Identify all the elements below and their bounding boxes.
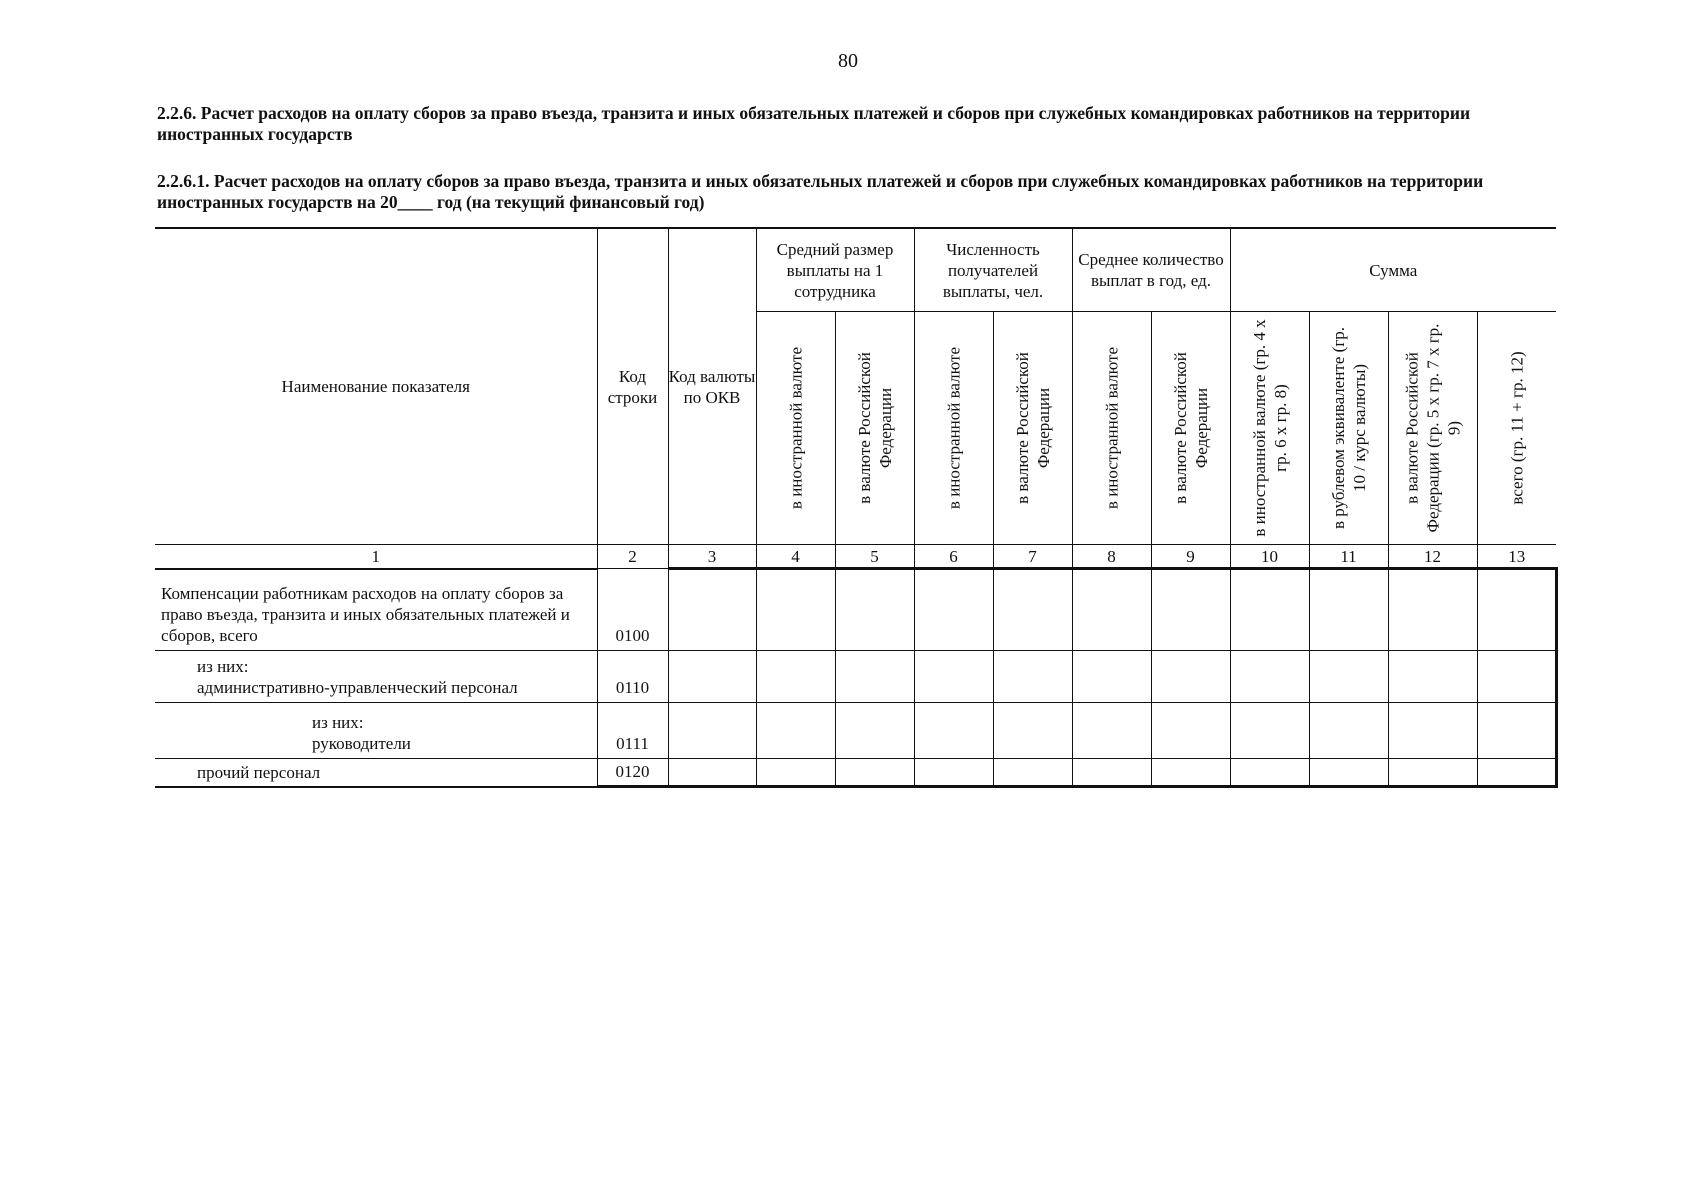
header-col-12: в валюте Российской Федерации (гр. 5 х гр. 7 х гр. 9) bbox=[1388, 312, 1477, 545]
header-col-5: в валюте Российской Федерации bbox=[835, 312, 914, 545]
row-code: 0110 bbox=[597, 651, 668, 703]
data-cell[interactable] bbox=[914, 759, 993, 787]
row-name bbox=[155, 703, 597, 759]
table-row bbox=[155, 759, 1556, 787]
header-col-11: в рублевом эквиваленте (гр. 10 / курс валюты) bbox=[1309, 312, 1388, 545]
data-cell[interactable] bbox=[1072, 703, 1151, 759]
data-cell[interactable] bbox=[914, 703, 993, 759]
col-number: 10 bbox=[1230, 545, 1309, 569]
data-cell[interactable] bbox=[1388, 569, 1477, 651]
row-name-text: административно-управленческий персонал bbox=[197, 678, 518, 697]
data-cell[interactable] bbox=[1230, 703, 1309, 759]
col-number: 12 bbox=[1388, 545, 1477, 569]
data-cell[interactable] bbox=[1072, 569, 1151, 651]
data-cell[interactable] bbox=[1477, 651, 1556, 703]
header-row-code: Код строки bbox=[597, 228, 668, 545]
header-recipients: Численность получателей выплаты, чел. bbox=[914, 228, 1072, 312]
data-cell[interactable] bbox=[1151, 759, 1230, 787]
data-cell[interactable] bbox=[1388, 703, 1477, 759]
col-number: 5 bbox=[835, 545, 914, 569]
table-row bbox=[155, 703, 1556, 759]
col-number: 11 bbox=[1309, 545, 1388, 569]
data-cell[interactable] bbox=[1072, 651, 1151, 703]
table-row bbox=[155, 651, 1556, 703]
header-col-4: в иностранной валюте bbox=[756, 312, 835, 545]
col-number: 6 bbox=[914, 545, 993, 569]
row-name-prefix: из них: bbox=[312, 713, 364, 732]
data-cell[interactable] bbox=[1230, 759, 1309, 787]
col-number: 4 bbox=[756, 545, 835, 569]
page-number: 80 bbox=[838, 50, 858, 72]
table-row bbox=[155, 569, 1556, 651]
header-col-7: в валюте Российской Федерации bbox=[993, 312, 1072, 545]
data-cell[interactable] bbox=[756, 569, 835, 651]
header-col-6: в иностранной валюте bbox=[914, 312, 993, 545]
col-number: 7 bbox=[993, 545, 1072, 569]
header-avg-payment: Средний размер выплаты на 1 сотрудника bbox=[756, 228, 914, 312]
data-cell[interactable] bbox=[993, 651, 1072, 703]
header-col-10: в иностранной валюте (гр. 4 х гр. 6 х гр. 8) bbox=[1230, 312, 1309, 545]
data-cell[interactable] bbox=[1388, 651, 1477, 703]
data-cell[interactable] bbox=[993, 759, 1072, 787]
header-sum: Сумма bbox=[1230, 228, 1556, 312]
col-number: 13 bbox=[1477, 545, 1556, 569]
header-currency-code: Код валюты по ОКВ bbox=[668, 228, 756, 545]
data-cell[interactable] bbox=[1230, 651, 1309, 703]
data-cell[interactable] bbox=[835, 569, 914, 651]
row-code: 0120 bbox=[597, 759, 668, 787]
col-number: 2 bbox=[597, 545, 668, 569]
data-cell[interactable] bbox=[993, 569, 1072, 651]
row-name-prefix: из них: bbox=[197, 657, 249, 676]
row-name: прочий персонал bbox=[155, 759, 597, 787]
calculation-table bbox=[155, 227, 1558, 788]
data-cell[interactable] bbox=[756, 703, 835, 759]
data-cell[interactable] bbox=[668, 569, 756, 651]
data-cell[interactable] bbox=[1309, 651, 1388, 703]
header-col-13: всего (гр. 11 + гр. 12) bbox=[1477, 312, 1556, 545]
header-avg-count: Среднее количество выплат в год, ед. bbox=[1072, 228, 1230, 312]
data-cell[interactable] bbox=[835, 703, 914, 759]
data-cell[interactable] bbox=[835, 651, 914, 703]
data-cell[interactable] bbox=[1072, 759, 1151, 787]
col-number: 8 bbox=[1072, 545, 1151, 569]
data-cell[interactable] bbox=[756, 651, 835, 703]
data-cell[interactable] bbox=[1388, 759, 1477, 787]
data-cell[interactable] bbox=[1230, 569, 1309, 651]
data-cell[interactable] bbox=[668, 703, 756, 759]
col-number: 3 bbox=[668, 545, 756, 569]
col-number: 9 bbox=[1151, 545, 1230, 569]
data-cell[interactable] bbox=[835, 759, 914, 787]
header-col-8: в иностранной валюте bbox=[1072, 312, 1151, 545]
data-cell[interactable] bbox=[756, 759, 835, 787]
data-cell[interactable] bbox=[668, 651, 756, 703]
data-cell[interactable] bbox=[1309, 569, 1388, 651]
data-cell[interactable] bbox=[1151, 569, 1230, 651]
data-cell[interactable] bbox=[1477, 569, 1556, 651]
subsection-heading: 2.2.6.1. Расчет расходов на оплату сборов за право въезда, транзита и иных обязательных платежей и сборов при служебных командировках работников на территории иностранных государств на 20____ год (на текущий финансовый год) bbox=[157, 171, 1484, 212]
row-code: 0100 bbox=[597, 569, 668, 651]
data-cell[interactable] bbox=[1477, 703, 1556, 759]
row-name: Компенсации работникам расходов на оплату сборов за право въезда, транзита и иных обязательных платежей и сборов, всего bbox=[155, 569, 597, 651]
col-number: 1 bbox=[155, 545, 597, 569]
row-name-text: руководители bbox=[312, 734, 411, 753]
data-cell[interactable] bbox=[1151, 703, 1230, 759]
data-cell[interactable] bbox=[914, 569, 993, 651]
data-cell[interactable] bbox=[914, 651, 993, 703]
header-col-9: в валюте Российской Федерации bbox=[1151, 312, 1230, 545]
section-heading: 2.2.6. Расчет расходов на оплату сборов за право въезда, транзита и иных обязательных платежей и сборов при служебных командировках работников на территории иностранных государств bbox=[157, 103, 1471, 144]
data-cell[interactable] bbox=[668, 759, 756, 787]
row-code: 0111 bbox=[597, 703, 668, 759]
data-cell[interactable] bbox=[1477, 759, 1556, 787]
data-cell[interactable] bbox=[1309, 703, 1388, 759]
data-cell[interactable] bbox=[1309, 759, 1388, 787]
header-name: Наименование показателя bbox=[155, 228, 597, 545]
data-cell[interactable] bbox=[993, 703, 1072, 759]
data-cell[interactable] bbox=[1151, 651, 1230, 703]
row-name bbox=[155, 651, 597, 703]
